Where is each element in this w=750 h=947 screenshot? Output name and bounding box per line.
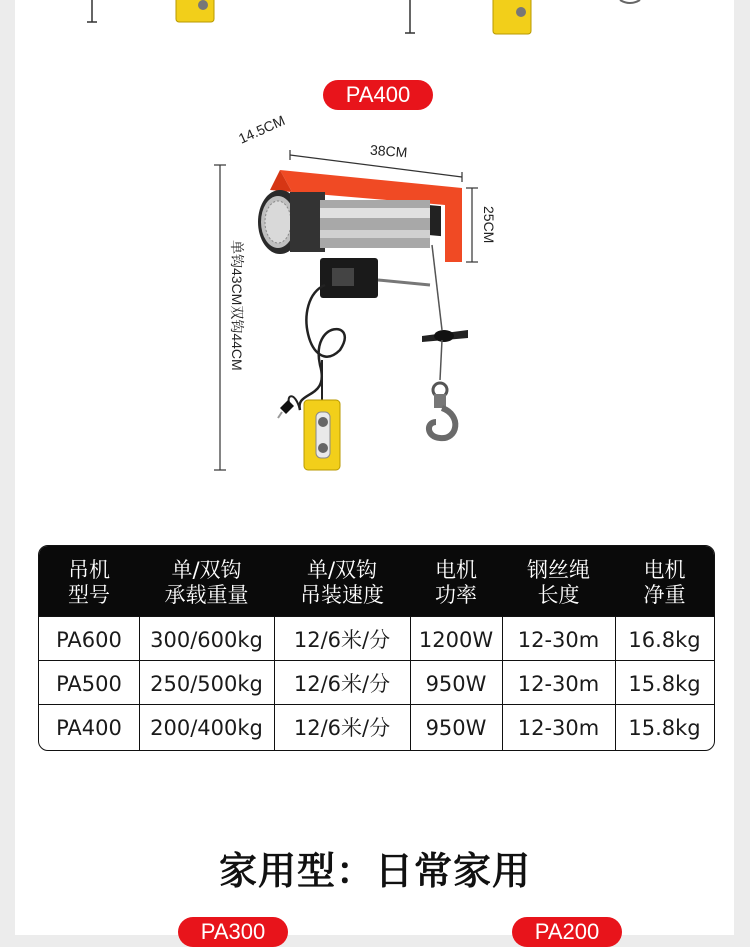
cell-net-weight: 15.8kg	[628, 716, 701, 740]
cell-rope-length: 12-30m	[517, 628, 600, 652]
cell-power: 950W	[425, 716, 487, 740]
cell-rope-length: 12-30m	[517, 672, 600, 696]
cell-speed: 12/6米/分	[293, 628, 391, 652]
column-divider	[615, 616, 616, 750]
header-model: 吊机 型号	[68, 558, 110, 607]
header-net-weight: 电机 净重	[643, 558, 686, 607]
cell-speed: 12/6米/分	[293, 672, 391, 696]
column-divider	[139, 616, 140, 750]
hook-length-dimension-label: 单钩43CM双钩44CM	[229, 240, 245, 371]
spec-table-header	[39, 546, 714, 616]
cell-power: 950W	[425, 672, 487, 696]
model-badge-pa200: PA200	[512, 917, 622, 947]
table-row	[39, 704, 714, 749]
previous-section-remnant	[0, 0, 750, 40]
model-badge-pa400: PA400	[323, 80, 433, 110]
cell-model: PA400	[56, 716, 122, 740]
section-title: 家用型：日常家用	[218, 849, 531, 893]
column-divider	[274, 616, 275, 750]
model-badge-pa300: PA300	[178, 917, 288, 947]
column-divider	[502, 616, 503, 750]
column-divider	[410, 616, 411, 750]
table-row	[39, 616, 714, 661]
cell-load: 300/600kg	[150, 628, 263, 652]
height-dimension-label: 25CM	[481, 206, 497, 244]
header-power: 电机 功率	[435, 558, 477, 607]
header-rope-length: 钢丝绳 长度	[527, 558, 590, 607]
cell-load: 200/400kg	[150, 716, 263, 740]
cell-power: 1200W	[418, 628, 494, 652]
cell-net-weight: 15.8kg	[628, 672, 701, 696]
electric-hoist-illustration	[200, 150, 510, 480]
depth-dimension-label: 14.5CM	[236, 112, 288, 147]
width-dimension-label: 38CM	[369, 141, 408, 161]
header-speed: 单/双钩 吊装速度	[300, 558, 384, 607]
cell-model: PA600	[56, 628, 122, 652]
spec-table	[38, 545, 715, 751]
cell-speed: 12/6米/分	[293, 716, 391, 740]
cell-model: PA500	[56, 672, 122, 696]
header-load: 单/双钩 承载重量	[164, 558, 249, 607]
cell-load: 250/500kg	[150, 672, 263, 696]
table-row	[39, 660, 714, 705]
cell-net-weight: 16.8kg	[628, 628, 701, 652]
cell-rope-length: 12-30m	[517, 716, 600, 740]
